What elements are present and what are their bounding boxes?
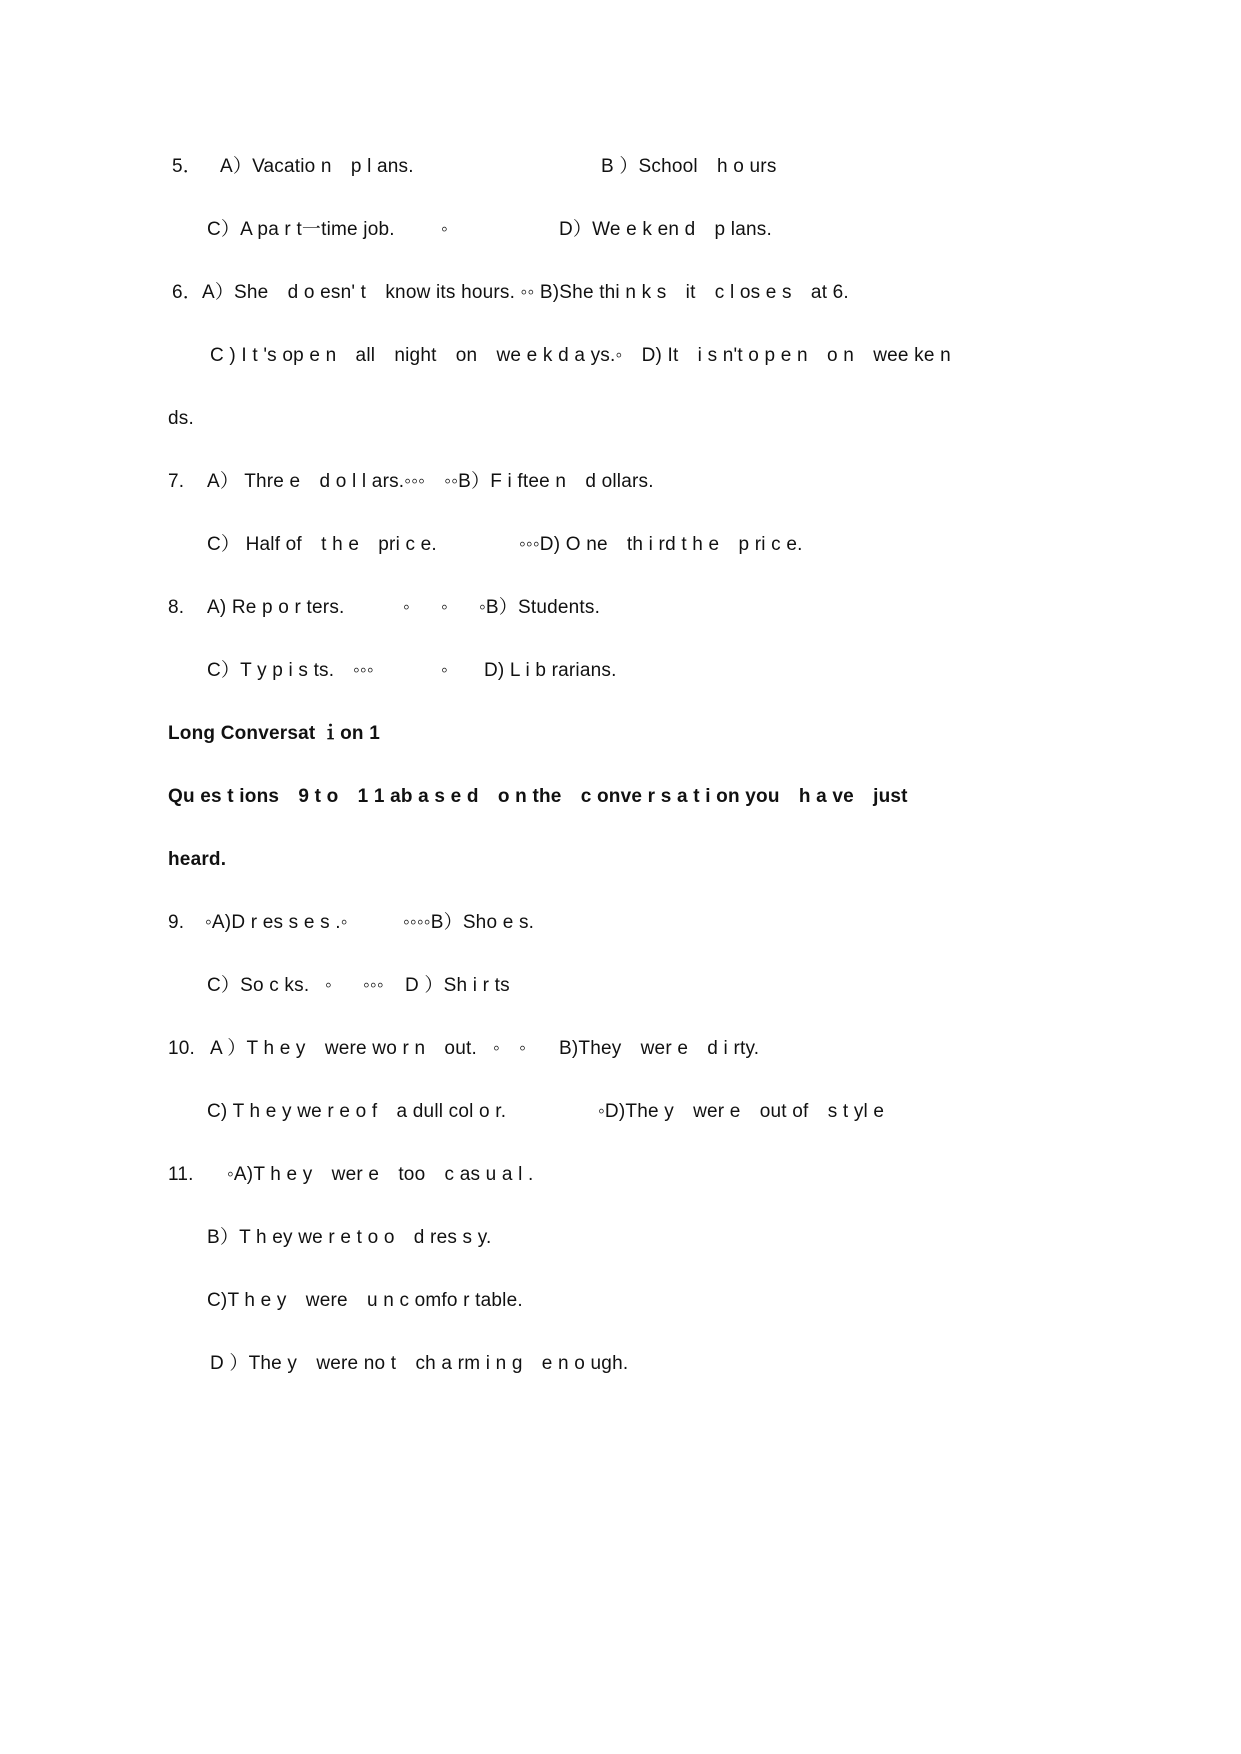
- q7-number: 7.: [168, 471, 185, 492]
- q11-option-b: B）T h ey we r e t o o d res s y.: [207, 1227, 492, 1248]
- q10-number: 10.: [168, 1038, 196, 1059]
- q9-number: 9.: [168, 912, 185, 933]
- q8-marker-1: ◦: [403, 597, 410, 618]
- q7-option-c: C） Half of t h e pri c e.: [207, 534, 437, 555]
- q5-option-b: B ）School h o urs: [601, 156, 777, 177]
- q5-option-a: A）Vacatio n p l ans.: [220, 156, 414, 177]
- section-heading: Long Conversat ｉon 1: [168, 723, 380, 744]
- q10-option-a: A ）T h e y were wo r n out.: [210, 1038, 477, 1059]
- q9-option-c: C）So c ks.: [207, 975, 310, 996]
- q5-number: 5．: [172, 156, 202, 177]
- q9-marker-1: ◦: [325, 975, 332, 996]
- q9-marker-2: ◦◦◦: [363, 975, 384, 996]
- q8-marker-2: ◦: [441, 597, 448, 618]
- q9-option-d: D ）Sh i r ts: [405, 975, 510, 996]
- q5-marker: ◦: [441, 219, 448, 240]
- q10-option-c: C) T h e y we r e o f a dull col o r.: [207, 1101, 507, 1122]
- q5-option-d: D）We e k en d p lans.: [559, 219, 772, 240]
- q9-option-a: ◦A)D r es s e s .◦: [205, 912, 348, 933]
- q11-option-a: ◦A)T h e y wer e too c as u a l .: [227, 1164, 534, 1185]
- q6-options-cd: C ) I t 's op e n all night on we e k d a ys.◦ D) It i s n't o p e n o n wee ke n: [210, 345, 951, 366]
- q10-option-d: ◦D)The y wer e out of s t yl e: [598, 1101, 885, 1122]
- q9-option-b: ◦◦◦◦B）Sho e s.: [403, 912, 535, 933]
- q11-number: 11.: [168, 1164, 194, 1185]
- q8-option-a: A) Re p o r ters.: [207, 597, 345, 618]
- q6-continuation: ds.: [168, 408, 194, 429]
- q11-option-d: D ）The y were no t ch a rm i n g e n o ugh.: [210, 1353, 629, 1374]
- section-instructions-continued: heard.: [168, 849, 227, 870]
- q8-number: 8.: [168, 597, 185, 618]
- q10-option-b: B)They wer e d i rty.: [559, 1038, 760, 1059]
- q8-marker-3: ◦◦◦: [353, 660, 374, 681]
- q7-option-d: ◦◦◦D) O ne th i rd t h e p ri c e.: [519, 534, 803, 555]
- q7-options-ab: A） Thre e d o l l ars.◦◦◦ ◦◦B）F i ftee n d ollars.: [207, 471, 654, 492]
- q8-option-b: ◦B）Students.: [479, 597, 601, 618]
- q8-marker-4: ◦: [441, 660, 448, 681]
- q11-option-c: C)T h e y were u n c omfo r table.: [207, 1290, 523, 1311]
- section-instructions: Qu es t ions 9 t o 1 1 ab a s e d o n the c onve r s a t i on you h a ve just: [168, 786, 908, 807]
- q8-option-c: C）T y p i s ts.: [207, 660, 335, 681]
- q6-options-ab: 6．A）She d o esn' t know its hours. ◦◦ B)She thi n k s it c l os e s at 6.: [172, 282, 849, 303]
- q5-option-c: C）A pa r t一time job.: [207, 219, 395, 240]
- q8-option-d: D) L i b rarians.: [484, 660, 617, 681]
- q10-marker: ◦ ◦: [493, 1038, 527, 1059]
